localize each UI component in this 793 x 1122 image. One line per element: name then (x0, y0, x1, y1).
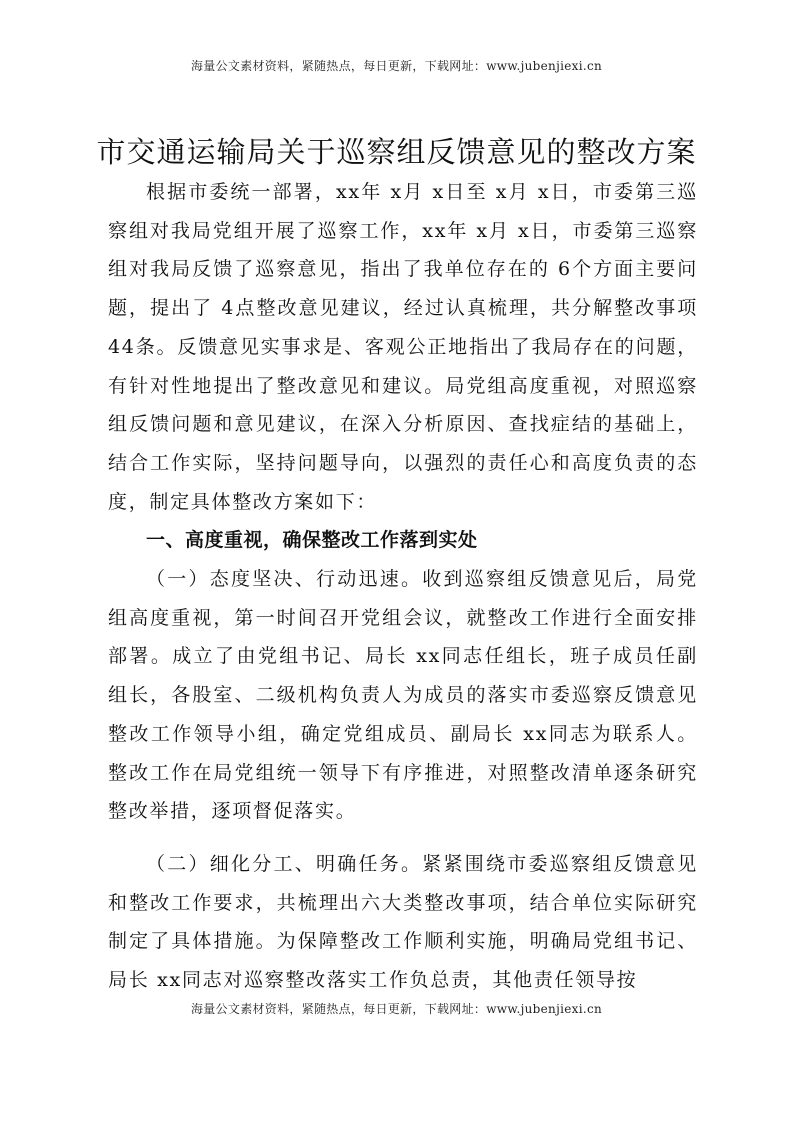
page-footer-text: 海量公文素材资料，紧随热点，每日更新，下载网址：www.jubenjiexi.cn (191, 1002, 602, 1016)
document-body (108, 173, 698, 1000)
document-title: 市交通运输局关于巡察组反馈意见的整改方案 (96, 135, 697, 169)
section-heading: 一、高度重视，确保整改工作落到实处 (146, 529, 478, 552)
paragraph-1: （一）态度坚决、行动迅速。收到巡察组反馈意见后，局党组高度重视，第一时间召开党组会议，就整改工作进行全面安排部署。成立了由党组书记、局长 xx同志任组长，班子成员任副组长，各股室、二级机构负责人为成员的落实市委巡察反馈意见整改工作领导小组，确定党组成员、副局长 xx同志为联系人。整改工作在局党组统一领导下有序推进，对照整改清单逐条研究整改举措，逐项督促落实。 (108, 568, 698, 823)
paragraph-2: （二）细化分工、明确任务。紧紧围绕市委巡察组反馈意见和整改工作要求，共梳理出六大类整改事项，结合单位实际研究制定了具体措施。为保障整改工作顺利实施，明确局党组书记、局长 xx同志对巡察整改落实工作负总责，其他责任领导按 (108, 852, 698, 992)
intro-paragraph: 根据市委统一部署，xx年 x月 x日至 x月 x日，市委第三巡察组对我局党组开展了巡察工作，xx年 x月 x日，市委第三巡察组对我局反馈了巡察意见，指出了我单位存在的 6个方面主要问题，提出了 4点整改意见建议，经过认真梳理，共分解整改事项 44条。反馈意见实事求是、客观公正地指出了我局存在的问题，有针对性地提出了整改意见和建议。局党组高度重视，对照巡察组反馈问题和意见建议，在深入分析原因、查找症结的基础上，结合工作实际，坚持问题导向，以强烈的责任心和高度负责的态度，制定具体整改方案如下： (108, 181, 698, 513)
page-header-text: 海量公文素材资料，紧随热点，每日更新，下载网址：www.jubenjiexi.cn (191, 59, 602, 73)
